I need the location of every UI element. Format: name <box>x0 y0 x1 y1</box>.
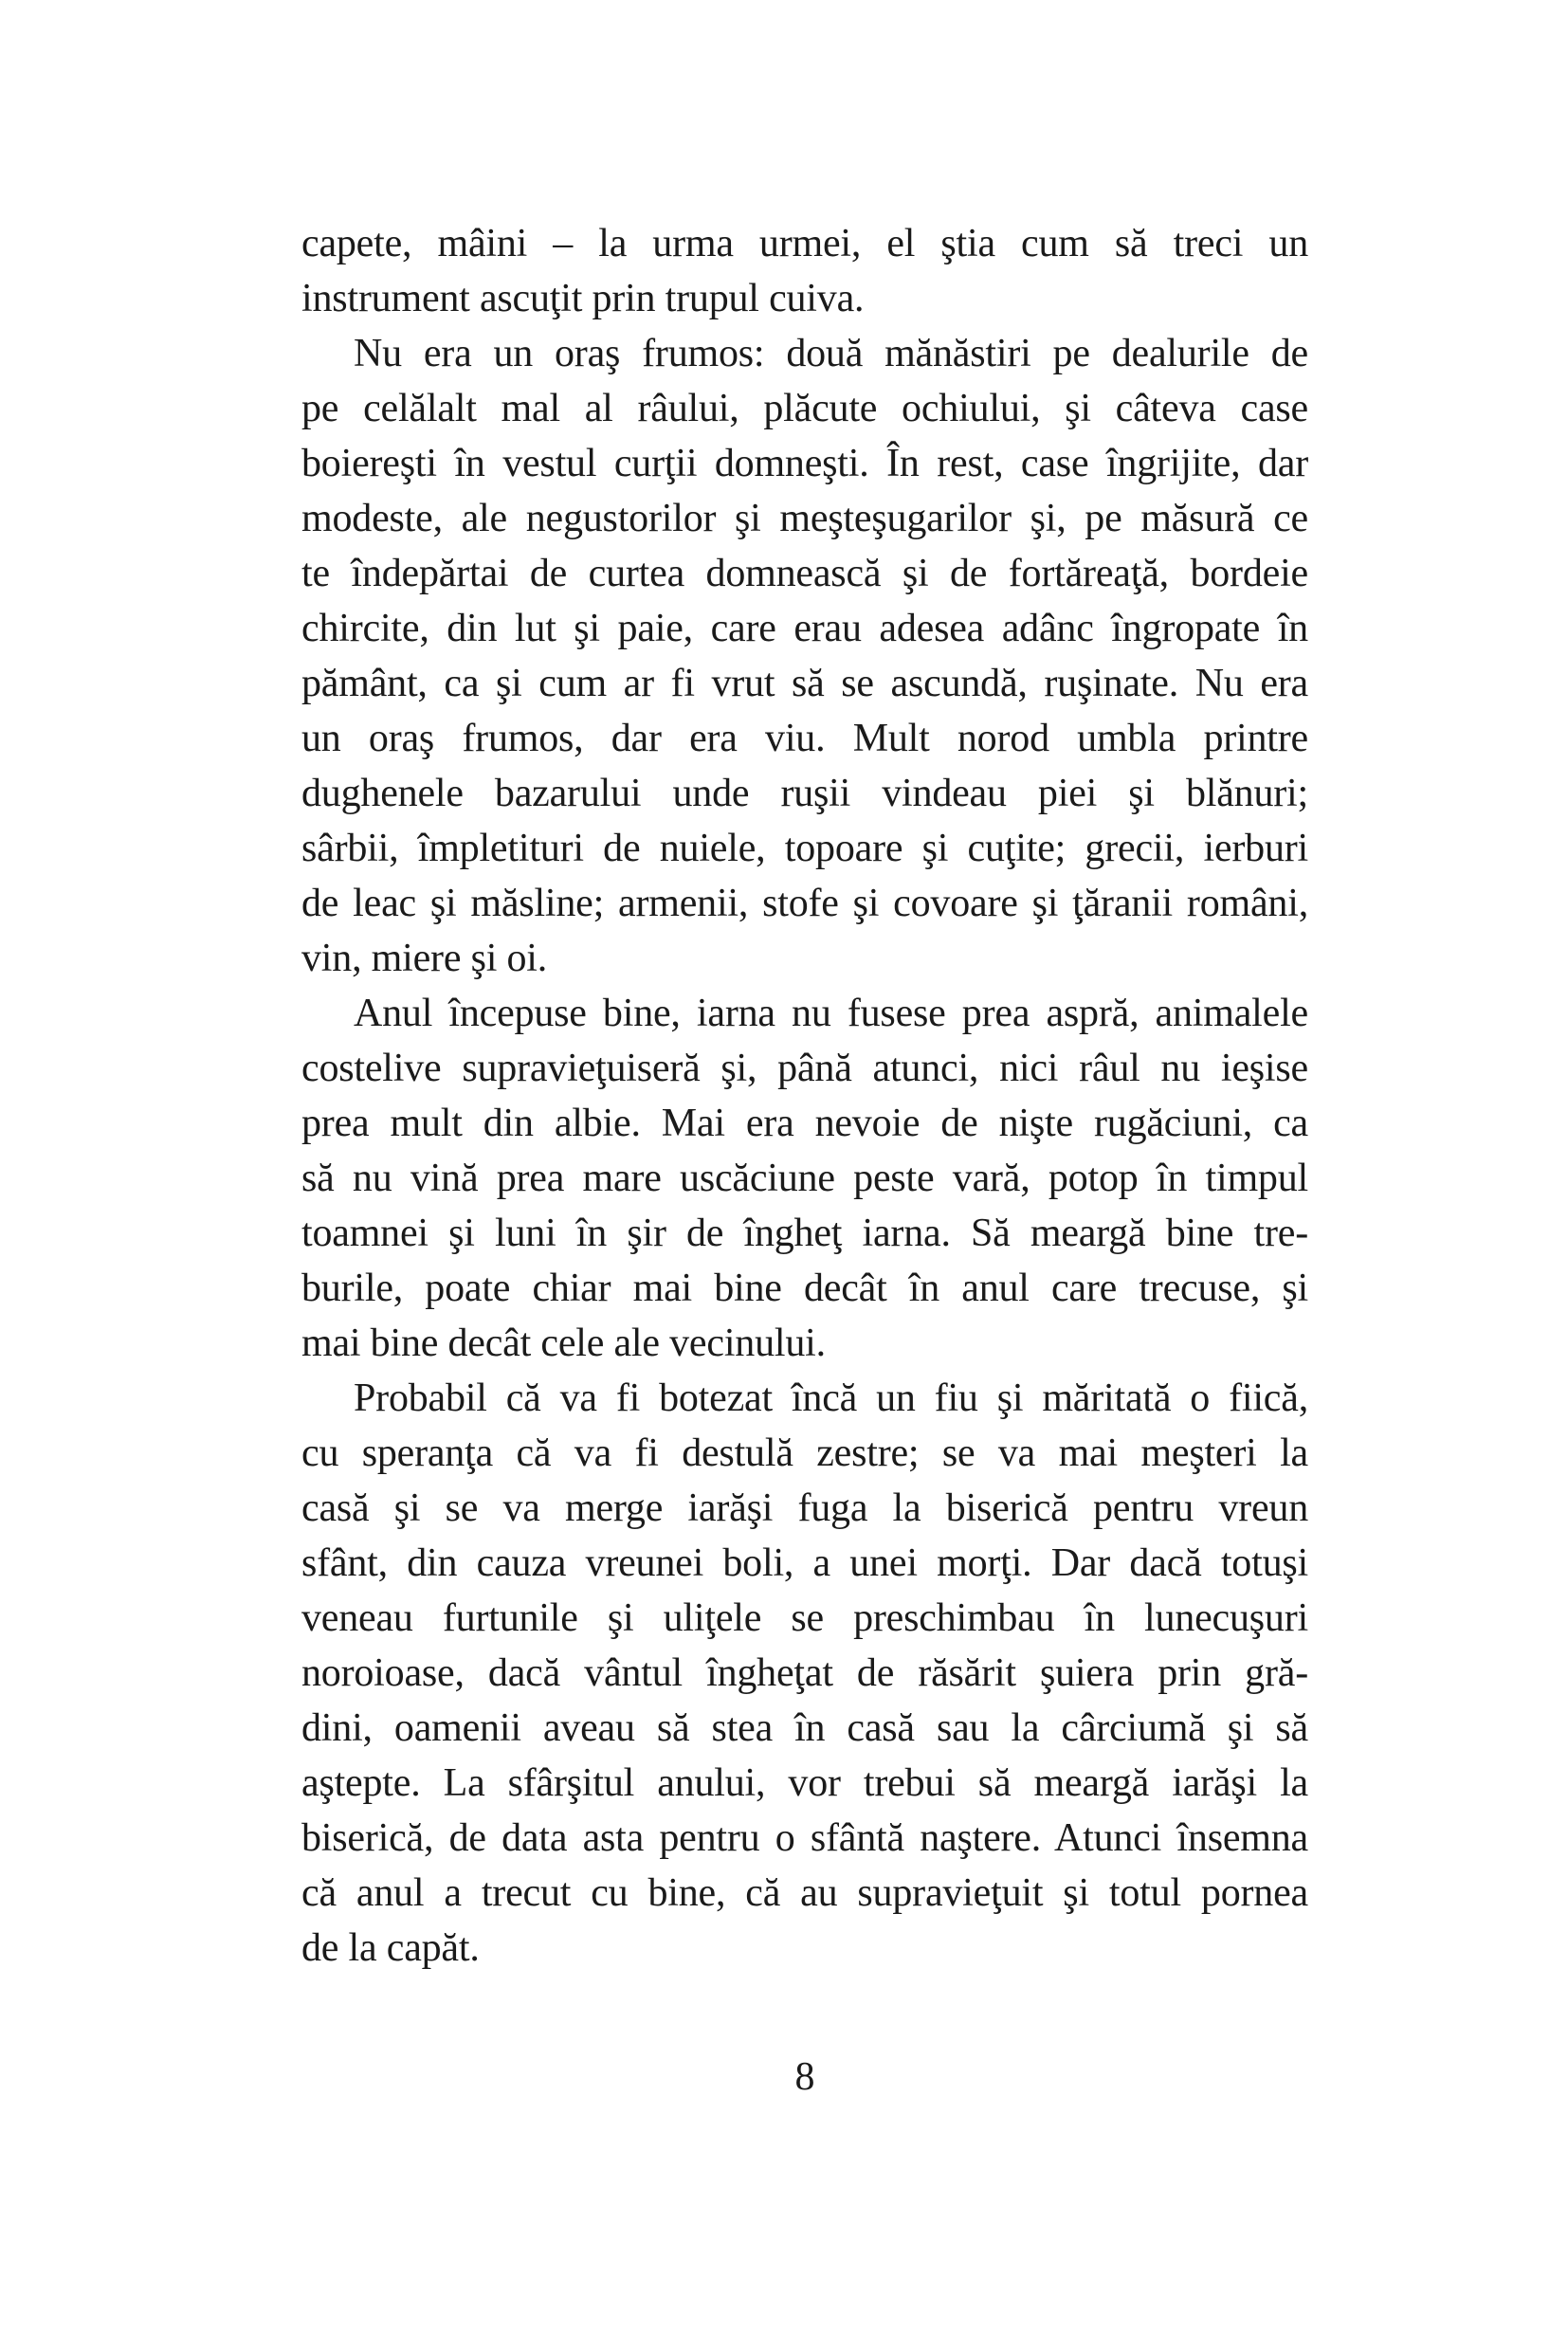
text-line: instrument ascuţit prin trupul cuiva. <box>301 277 865 320</box>
text-line: chircite, din lut şi paie, care erau adesea adânc îngropate în <box>301 607 1308 650</box>
text-line: costelive supravieţuiseră şi, până atunci, nici râul nu ieşise <box>301 1047 1308 1090</box>
text-line: dughenele bazarului unde ruşii vindeau piei şi blănuri; <box>301 772 1308 815</box>
text-line: pământ, ca şi cum ar fi vrut să se ascundă, ruşinate. Nu era <box>301 662 1308 705</box>
text-line: casă şi se va merge iarăşi fuga la biserică pentru vreun <box>301 1486 1308 1530</box>
text-line: Nu era un oraş frumos: două mănăstiri pe dealurile de <box>354 332 1308 375</box>
text-line: dini, oamenii aveau să stea în casă sau la cârciumă şi să <box>301 1706 1308 1750</box>
text-line: Probabil că va fi botezat încă un fiu şi măritată o fiică, <box>354 1376 1308 1420</box>
text-line: să nu vină prea mare uscăciune peste vară, potop în timpul <box>301 1157 1308 1200</box>
text-line: că anul a trecut cu bine, că au supravieţuit şi totul pornea <box>301 1871 1308 1915</box>
text-line: biserică, de data asta pentru o sfântă naştere. Atunci însemna <box>301 1816 1308 1860</box>
text-line: capete, mâini – la urma urmei, el ştia cum să treci un <box>301 222 1308 265</box>
text-line: te îndepărtai de curtea domnească şi de fortăreaţă, bordeie <box>301 552 1308 595</box>
text-line: de leac şi măsline; armenii, stofe şi covoare şi ţăranii români, <box>301 882 1308 925</box>
text-line: noroioase, dacă vântul îngheţat de răsărit şuiera prin gră- <box>301 1651 1308 1695</box>
text-line: Anul începuse bine, iarna nu fusese prea aspră, animalele <box>354 992 1308 1035</box>
text-line: pe celălalt mal al râului, plăcute ochiului, şi câteva case <box>301 387 1308 430</box>
text-line: prea mult din albie. Mai era nevoie de nişte rugăciuni, ca <box>301 1102 1308 1145</box>
text-line: burile, poate chiar mai bine decât în anul care trecuse, şi <box>301 1267 1308 1310</box>
text-line: cu speranţa că va fi destulă zestre; se va mai meşteri la <box>301 1431 1308 1475</box>
body-text <box>301 216 1308 1976</box>
text-line: de la capăt. <box>301 1926 480 1970</box>
text-line: boiereşti în vestul curţii domneşti. În rest, case îngrijite, dar <box>301 442 1308 485</box>
text-line: vin, miere şi oi. <box>301 937 548 980</box>
text-line: sfânt, din cauza vreunei boli, a unei morţi. Dar dacă totuşi <box>301 1541 1308 1585</box>
text-line: mai bine decât cele ale vecinului. <box>301 1321 826 1365</box>
text-line: aştepte. La sfârşitul anului, vor trebui să meargă iarăşi la <box>301 1761 1308 1805</box>
page-number: 8 <box>794 2055 815 2099</box>
text-line: un oraş frumos, dar era viu. Mult norod umbla printre <box>301 717 1308 760</box>
text-line: modeste, ale negustorilor şi meşteşugarilor şi, pe măsură ce <box>301 497 1308 540</box>
text-line: toamnei şi luni în şir de îngheţ iarna. Să meargă bine tre- <box>301 1212 1308 1255</box>
text-line: sârbii, împletituri de nuiele, topoare şi cuţite; grecii, ierburi <box>301 827 1308 870</box>
text-line: veneau furtunile şi uliţele se preschimbau în lunecuşuri <box>301 1596 1308 1640</box>
